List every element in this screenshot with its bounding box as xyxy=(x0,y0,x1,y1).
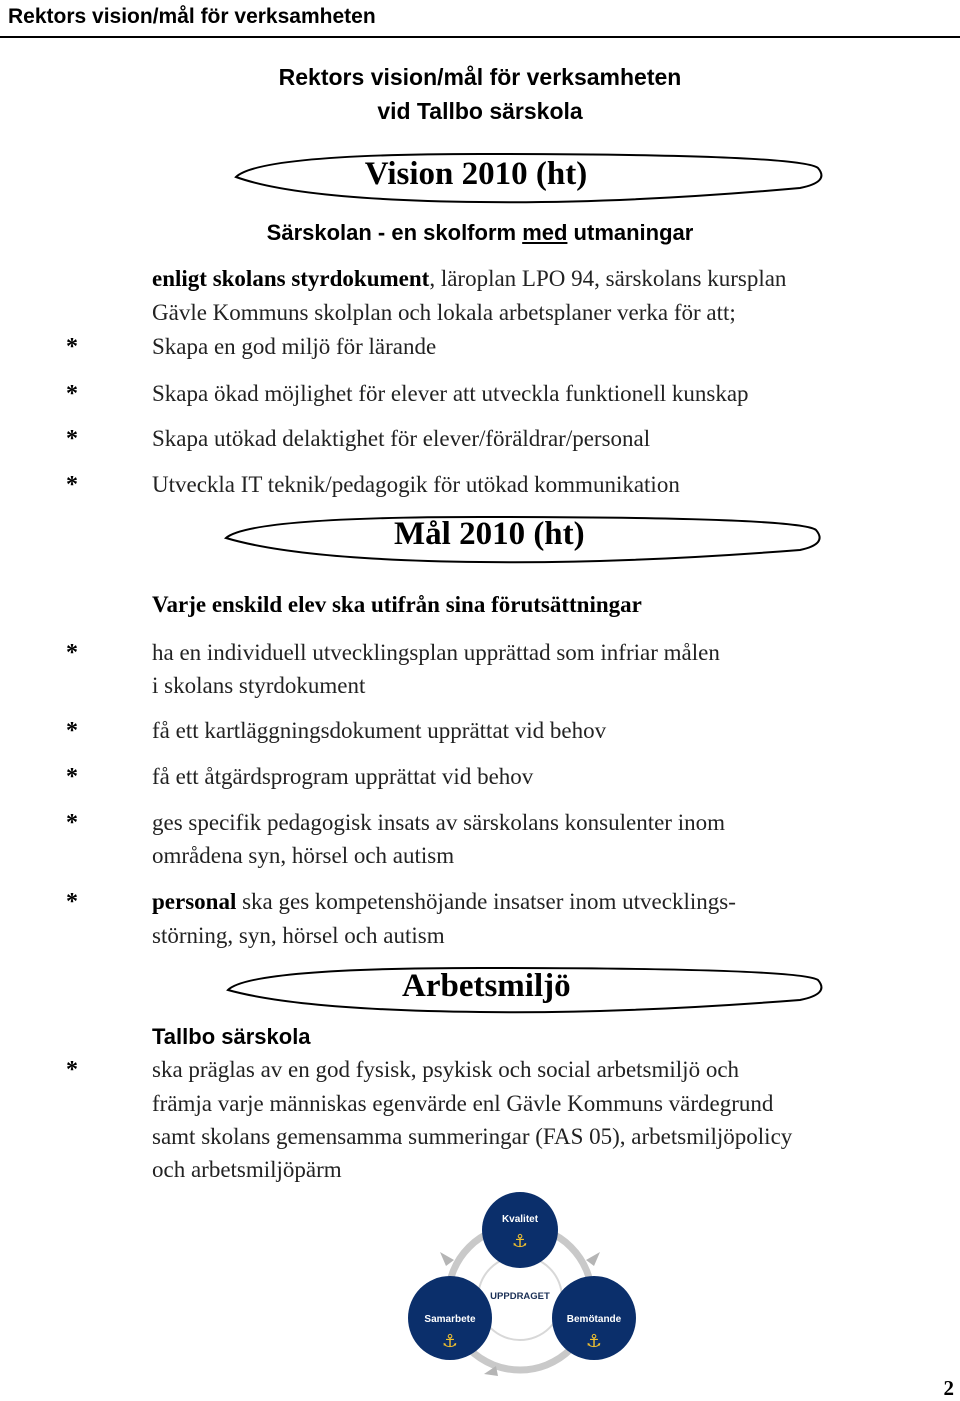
bullet-mark: * xyxy=(66,1057,78,1083)
bullet-mark: * xyxy=(66,718,78,744)
goal-item-4-line1: ges specifik pedagogisk insats av särskolans konsulenter inom xyxy=(152,810,725,835)
goal-item-5-line1: personal ska ges kompetenshöjande insatser inom utvecklings- xyxy=(152,889,736,914)
vision-intro-line2: Gävle Kommuns skolplan och lokala arbetsplaner verka för att; xyxy=(152,300,736,325)
ring-arrow-icon xyxy=(586,1252,600,1266)
vision-banner-title: Vision 2010 (ht) xyxy=(364,156,588,192)
bullet-mark: * xyxy=(66,426,78,452)
bullet-mark: * xyxy=(66,472,78,498)
header-title: Rektors vision/mål för verksamheten xyxy=(8,5,376,28)
doc-title-line2: vid Tallbo särskola xyxy=(377,98,583,124)
bullet-mark: * xyxy=(66,334,78,360)
diagram-right-label: Bemötande xyxy=(566,1314,622,1325)
goal-item-1-line1: ha en individuell utvecklingsplan upprättad som infriar målen xyxy=(152,640,720,665)
vision-item: Utveckla IT teknik/pedagogik för utökad kommunikation xyxy=(152,472,680,497)
doc-title-line1: Rektors vision/mål för verksamheten xyxy=(278,64,682,90)
ring-arrow-icon xyxy=(440,1252,454,1266)
work-line: främja varje människas egenvärde enl Gävle Kommuns värdegrund xyxy=(152,1091,774,1116)
bullet-mark: * xyxy=(66,889,78,915)
goal-item-1-line2: i skolans styrdokument xyxy=(152,673,366,698)
page-header xyxy=(0,0,960,38)
goals-banner-title: Mål 2010 (ht) xyxy=(394,516,585,552)
work-line: ska präglas av en god fysisk, psykisk och social arbetsmiljö och xyxy=(152,1057,740,1082)
goals-lead: Varje enskild elev ska utifrån sina förutsättningar xyxy=(152,592,642,617)
diagram-circle-top xyxy=(482,1192,558,1268)
uppdraget-diagram xyxy=(400,1190,640,1380)
bullet-mark: * xyxy=(66,764,78,790)
bullet-mark: * xyxy=(66,381,78,407)
work-line: och arbetsmiljöpärm xyxy=(152,1157,342,1182)
vision-subtitle: Särskolan - en skolform med utmaningar xyxy=(266,220,694,245)
work-banner-title: Arbetsmiljö xyxy=(402,968,571,1004)
goal-item-5-line2: störning, syn, hörsel och autism xyxy=(152,923,445,948)
goal-item-4-line2: områdena syn, hörsel och autism xyxy=(152,843,455,868)
goal-item-2: få ett kartläggningsdokument upprättat vid behov xyxy=(152,718,607,743)
diagram-left-label: Samarbete xyxy=(424,1314,476,1325)
vision-item: Skapa ökad möjlighet för elever att utveckla funktionell kunskap xyxy=(152,381,749,406)
vision-item: Skapa utökad delaktighet för elever/föräldrar/personal xyxy=(152,426,651,451)
work-line: samt skolans gemensamma summeringar (FAS 05), arbetsmiljöpolicy xyxy=(152,1124,793,1149)
anchor-icon: ⚓ xyxy=(441,1331,459,1352)
anchor-icon: ⚓ xyxy=(585,1331,603,1352)
vision-item: Skapa en god miljö för lärande xyxy=(152,334,437,359)
diagram-top-label: Kvalitet xyxy=(501,1214,539,1225)
work-lead: Tallbo särskola xyxy=(152,1024,311,1049)
page-number: 2 xyxy=(943,1376,954,1400)
goal-item-3: få ett åtgärdsprogram upprättat vid behov xyxy=(152,764,534,789)
vision-intro-line1: enligt skolans styrdokument, läroplan LPO 94, särskolans kursplan xyxy=(152,266,787,291)
anchor-icon: ⚓ xyxy=(511,1231,529,1252)
bullet-mark: * xyxy=(66,810,78,836)
diagram-center-label: UPPDRAGET xyxy=(490,1291,550,1302)
bullet-mark: * xyxy=(66,640,78,666)
